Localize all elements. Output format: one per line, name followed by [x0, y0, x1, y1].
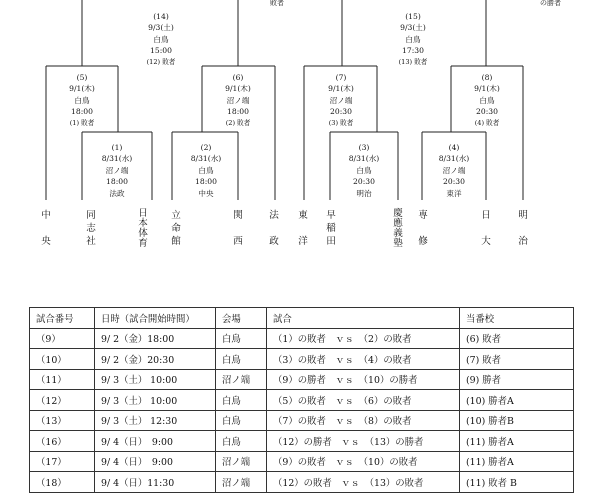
- cell-match: （3）の敗者 ｖｓ （4）の敗者: [267, 349, 460, 370]
- team-senshu: 専 修: [418, 210, 428, 247]
- team-hosei: 法 政: [269, 210, 279, 247]
- header-host: 当番校: [460, 308, 574, 329]
- cell-datetime: 9/ 3（土） 10:00: [95, 390, 216, 411]
- cell-match: （1）の敗者 ｖｓ （2）の敗者: [267, 328, 460, 349]
- match-number: (2): [200, 143, 212, 152]
- cell-venue: 沼ノ端: [216, 369, 267, 390]
- cell-match: （9）の勝者 ｖｓ （10）の勝者: [267, 369, 460, 390]
- cell-venue: 沼ノ端: [216, 472, 267, 493]
- match-number: (7): [335, 73, 347, 82]
- team-nichidai: 日 大: [481, 210, 491, 247]
- cell-match: （5）の敗者 ｖｓ （6）の敗者: [267, 390, 460, 411]
- match-venue: 白鳥: [198, 165, 214, 175]
- cell-host: (10) 勝者B: [460, 410, 574, 431]
- table-row: [30, 369, 574, 390]
- cell-host: (7) 敗者: [460, 349, 574, 370]
- header-match: 試合: [267, 308, 460, 329]
- match-date: 8/31(水): [101, 154, 133, 164]
- cell-venue: 白鳥: [216, 410, 267, 431]
- team-waseda: 早 稲 田: [326, 210, 336, 247]
- match-number: (14): [153, 12, 169, 21]
- match-date: 9/1(木): [225, 84, 251, 94]
- match-note: (4) 敗者: [474, 118, 500, 127]
- team-kansai: 関 西: [233, 210, 243, 247]
- match-date: 8/31(水): [348, 154, 380, 164]
- match-number: (8): [481, 73, 493, 82]
- match-time: 18:00: [195, 177, 217, 187]
- cell-host: (6) 敗者: [460, 328, 574, 349]
- match-date: 9/1(木): [474, 84, 500, 94]
- top-left-fragment: 敗者: [270, 0, 284, 7]
- match-venue: 白鳥: [356, 165, 372, 175]
- team-keio: 慶 應 義 塾: [393, 208, 403, 249]
- match-8-box: [459, 72, 515, 129]
- match-venue: 沼ノ端: [226, 95, 250, 105]
- cell-no: （12）: [30, 390, 95, 411]
- match-host: 中央: [198, 188, 214, 198]
- header-datetime: 日時（試合開始時間）: [95, 308, 216, 329]
- cell-datetime: 9/ 3（土） 10:00: [95, 369, 216, 390]
- cell-no: （11）: [30, 369, 95, 390]
- match-note: (12) 敗者: [146, 57, 176, 66]
- table-row: [30, 390, 574, 411]
- match-note: (13) 敗者: [398, 57, 428, 66]
- match-time: 17:30: [402, 46, 424, 56]
- cell-venue: 白鳥: [216, 349, 267, 370]
- match-time: 20:30: [330, 107, 352, 117]
- match-4-box: [428, 142, 480, 199]
- cell-host: (9) 勝者: [460, 369, 574, 390]
- match-date: 9/3(土): [400, 23, 426, 33]
- match-date: 8/31(水): [438, 154, 470, 164]
- match-15-box: [380, 11, 446, 68]
- cell-match: （7）の敗者 ｖｓ （8）の敗者: [267, 410, 460, 431]
- cell-no: （16）: [30, 431, 95, 452]
- match-time: 20:30: [443, 177, 465, 187]
- cell-no: （13）: [30, 410, 95, 431]
- match-venue: 白鳥: [153, 34, 169, 44]
- match-time: 18:00: [227, 107, 249, 117]
- match-host: 法政: [109, 188, 125, 198]
- cell-match: （12）の勝者 ｖｓ （13）の勝者: [267, 431, 460, 452]
- cell-no: （10）: [30, 349, 95, 370]
- match-venue: 沼ノ端: [105, 165, 129, 175]
- match-number: (6): [232, 73, 244, 82]
- match-2-box: [180, 142, 232, 199]
- table-row: [30, 349, 574, 370]
- match-number: (5): [76, 73, 88, 82]
- cell-host: (11) 敗者 B: [460, 472, 574, 493]
- table-row: [30, 451, 574, 472]
- match-time: 15:00: [150, 46, 172, 56]
- match-host: 明治: [356, 188, 372, 198]
- cell-datetime: 9/ 2（金）18:00: [95, 328, 216, 349]
- cell-venue: 白鳥: [216, 328, 267, 349]
- match-time: 20:30: [353, 177, 375, 187]
- match-time: 20:30: [476, 107, 498, 117]
- match-1-box: [90, 142, 144, 199]
- match-7-box: [313, 72, 369, 129]
- match-date: 9/3(土): [148, 23, 174, 33]
- cell-host: (11) 勝者A: [460, 431, 574, 452]
- table-header-row: [30, 308, 574, 329]
- cell-no: （17）: [30, 451, 95, 472]
- cell-datetime: 9/ 4（日）11:30: [95, 472, 216, 493]
- table-row: [30, 431, 574, 452]
- cell-datetime: 9/ 2（金）20:30: [95, 349, 216, 370]
- cell-match: （9）の敗者 ｖｓ （10）の敗者: [267, 451, 460, 472]
- team-meiji: 明 治: [518, 210, 528, 247]
- match-14-box: [128, 11, 194, 68]
- top-right-fragment: の勝者: [540, 0, 561, 7]
- match-number: (4): [448, 143, 460, 152]
- team-chuo: 中 央: [41, 210, 51, 247]
- header-match-number: 試合番号: [30, 308, 95, 329]
- match-6-box: [210, 72, 266, 129]
- cell-datetime: 9/ 3（土） 12:30: [95, 410, 216, 431]
- cell-host: (11) 勝者A: [460, 451, 574, 472]
- team-doshisha: 同 志 社: [86, 210, 96, 247]
- match-venue: 白鳥: [74, 95, 90, 105]
- match-number: (1): [111, 143, 123, 152]
- match-date: 9/1(木): [328, 84, 354, 94]
- match-venue: 白鳥: [405, 34, 421, 44]
- match-note: (2) 敗者: [225, 118, 251, 127]
- match-number: (15): [405, 12, 421, 21]
- header-venue: 会場: [216, 308, 267, 329]
- cell-venue: 白鳥: [216, 431, 267, 452]
- match-3-box: [337, 142, 391, 199]
- match-venue: 沼ノ端: [442, 165, 466, 175]
- match-date: 8/31(水): [190, 154, 222, 164]
- cell-no: （18）: [30, 472, 95, 493]
- match-time: 18:00: [71, 107, 93, 117]
- match-date: 9/1(木): [69, 84, 95, 94]
- table-row: [30, 472, 574, 493]
- cell-datetime: 9/ 4（日） 9:00: [95, 451, 216, 472]
- match-number: (3): [358, 143, 370, 152]
- table-row: [30, 410, 574, 431]
- table-row: [30, 328, 574, 349]
- cell-no: （9）: [30, 328, 95, 349]
- cell-venue: 白鳥: [216, 390, 267, 411]
- match-venue: 沼ノ端: [329, 95, 353, 105]
- cell-venue: 沼ノ端: [216, 451, 267, 472]
- match-note: (3) 敗者: [328, 118, 354, 127]
- team-ritsumeikan: 立 命 館: [171, 210, 181, 247]
- cell-match: （12）の敗者 ｖｓ （13）の敗者: [267, 472, 460, 493]
- match-venue: 白鳥: [479, 95, 495, 105]
- match-note: (1) 敗者: [69, 118, 95, 127]
- team-nittaidai: 日 本 体 育: [138, 208, 148, 249]
- cell-datetime: 9/ 4（日） 9:00: [95, 431, 216, 452]
- cell-host: (10) 勝者A: [460, 390, 574, 411]
- match-host: 東洋: [446, 188, 462, 198]
- match-5-box: [55, 72, 109, 129]
- schedule-table: [29, 307, 574, 493]
- team-toyo: 東 洋: [298, 210, 308, 247]
- match-time: 18:00: [106, 177, 128, 187]
